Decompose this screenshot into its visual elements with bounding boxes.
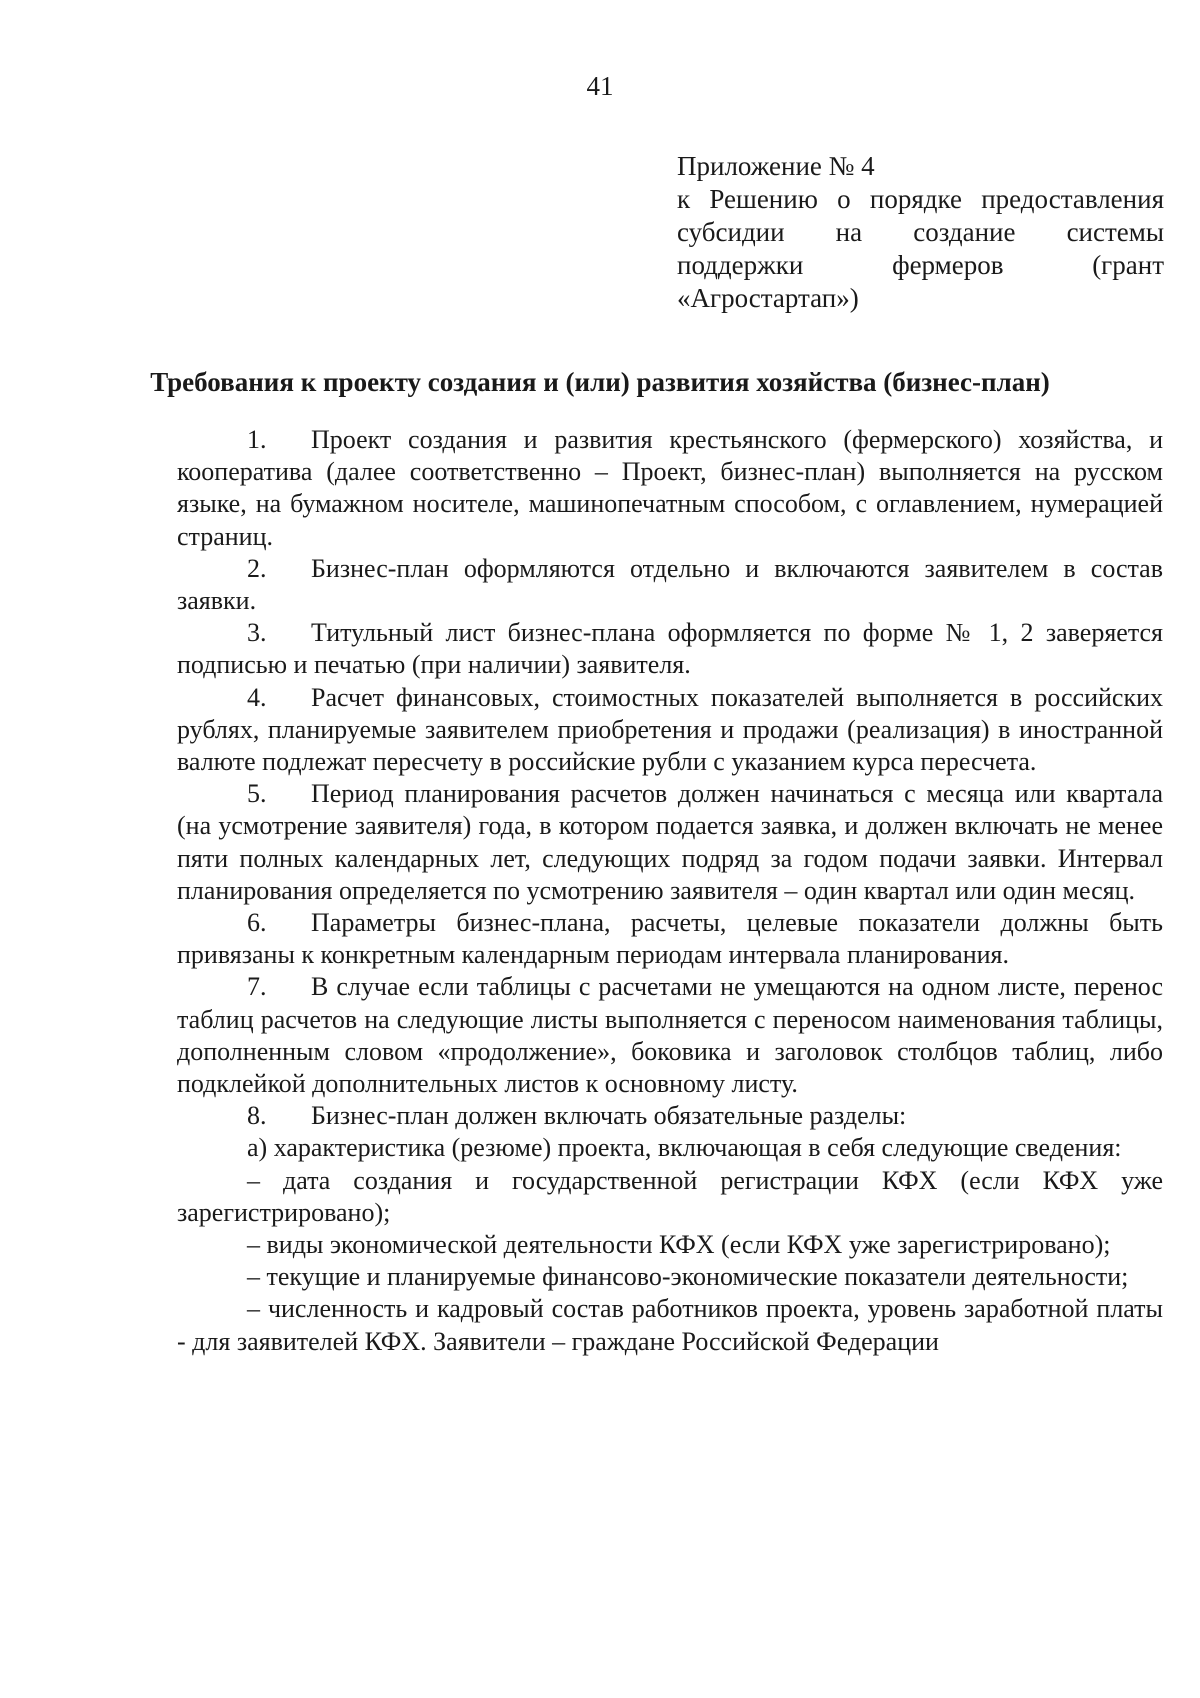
dash-item: – численность и кадровый состав работников проекта, уровень заработной платы - для заявителей КФХ. Заявители – граждане Российской Федерации	[177, 1294, 1163, 1356]
paragraph-text: Бизнес-план должен включать обязательные разделы:	[311, 1101, 907, 1131]
paragraph-number: 8.	[247, 1101, 267, 1131]
numbered-paragraph	[177, 424, 1163, 553]
paragraph-number: 2.	[247, 553, 267, 583]
subitem-paragraph: а) характеристика (резюме) проекта, включающая в себя следующие сведения:	[247, 1133, 1122, 1163]
paragraph-text: В случае если таблицы с расчетами не умещаются на одном листе, перенос таблиц расчетов на следующие листы выполняется с переносом наименования таблицы, дополненным словом «продолжение», боковика и заголовок столбцов таблиц, либо подклейкой дополнительных листов к основному листу.	[177, 972, 1163, 1099]
numbered-paragraph	[177, 617, 1163, 681]
paragraph-text: Проект создания и развития крестьянского (фермерского) хозяйства, и кооператива (далее соответственно – Проект, бизнес-план) выполняется на русском языке, на бумажном носителе, машинопечатным способом, с оглавлением, нумерацией страниц.	[177, 425, 1163, 551]
numbered-paragraph	[177, 682, 1163, 779]
paragraph-number: 6.	[247, 908, 267, 938]
document-body	[177, 424, 1163, 1358]
numbered-paragraph	[177, 971, 1163, 1100]
paragraph-number: 4.	[247, 682, 267, 712]
paragraph-text: Титульный лист бизнес-плана оформляется по форме № 1, 2 заверяется подписью и печатью (при наличии) заявителя.	[177, 618, 1163, 680]
paragraph-text: Параметры бизнес-плана, расчеты, целевые показатели должны быть привязаны к конкретным календарным периодам интервала планирования.	[177, 908, 1163, 970]
paragraph-number: 7.	[247, 972, 267, 1002]
numbered-paragraph	[177, 1100, 1163, 1132]
paragraph-text: Бизнес-план оформляются отдельно и включаются заявителем в состав заявки.	[177, 553, 1163, 616]
appendix-line: к Решению о порядке предоставления	[677, 184, 1164, 214]
document-title: Требования к проекту создания и (или) развития хозяйства (бизнес-план)	[150, 367, 1050, 397]
dash-item: – дата создания и государственной регистрации КФХ (если КФХ уже зарегистрировано);	[177, 1165, 1163, 1227]
appendix-line: поддержки фермеров (грант	[677, 250, 1164, 280]
appendix-line: субсидии на создание системы	[677, 217, 1164, 247]
paragraph-number: 3.	[247, 618, 267, 648]
paragraph-number: 5.	[247, 779, 267, 809]
numbered-paragraph	[177, 778, 1163, 907]
numbered-paragraph	[177, 553, 1163, 617]
paragraph-number: 1.	[247, 425, 267, 454]
paragraph-text: Период планирования расчетов должен начинаться с месяца или квартала (на усмотрение заявителя) года, в котором подается заявка, и должен включать не менее пяти полных календарных лет, следующих подряд за годом подачи заявки. Интервал планирования определяется по усмотрению заявителя – один квартал или один месяц.	[177, 779, 1163, 905]
paragraph-text: Расчет финансовых, стоимостных показателей выполняется в российских рублях, планируемые заявителем приобретения и продажи (реализация) в иностранной валюте подлежат пересчету в российские рубли с указанием курса пересчета.	[177, 682, 1163, 777]
numbered-paragraph	[177, 907, 1163, 971]
page-number: 41	[586, 71, 614, 101]
appendix-header	[677, 150, 1164, 315]
dash-item: – текущие и планируемые финансово-экономические показатели деятельности;	[247, 1262, 1129, 1292]
dash-item: – виды экономической деятельности КФХ (если КФХ уже зарегистрировано);	[247, 1230, 1111, 1260]
appendix-line: «Агростартап»)	[677, 283, 859, 313]
appendix-line: Приложение № 4	[677, 151, 875, 181]
